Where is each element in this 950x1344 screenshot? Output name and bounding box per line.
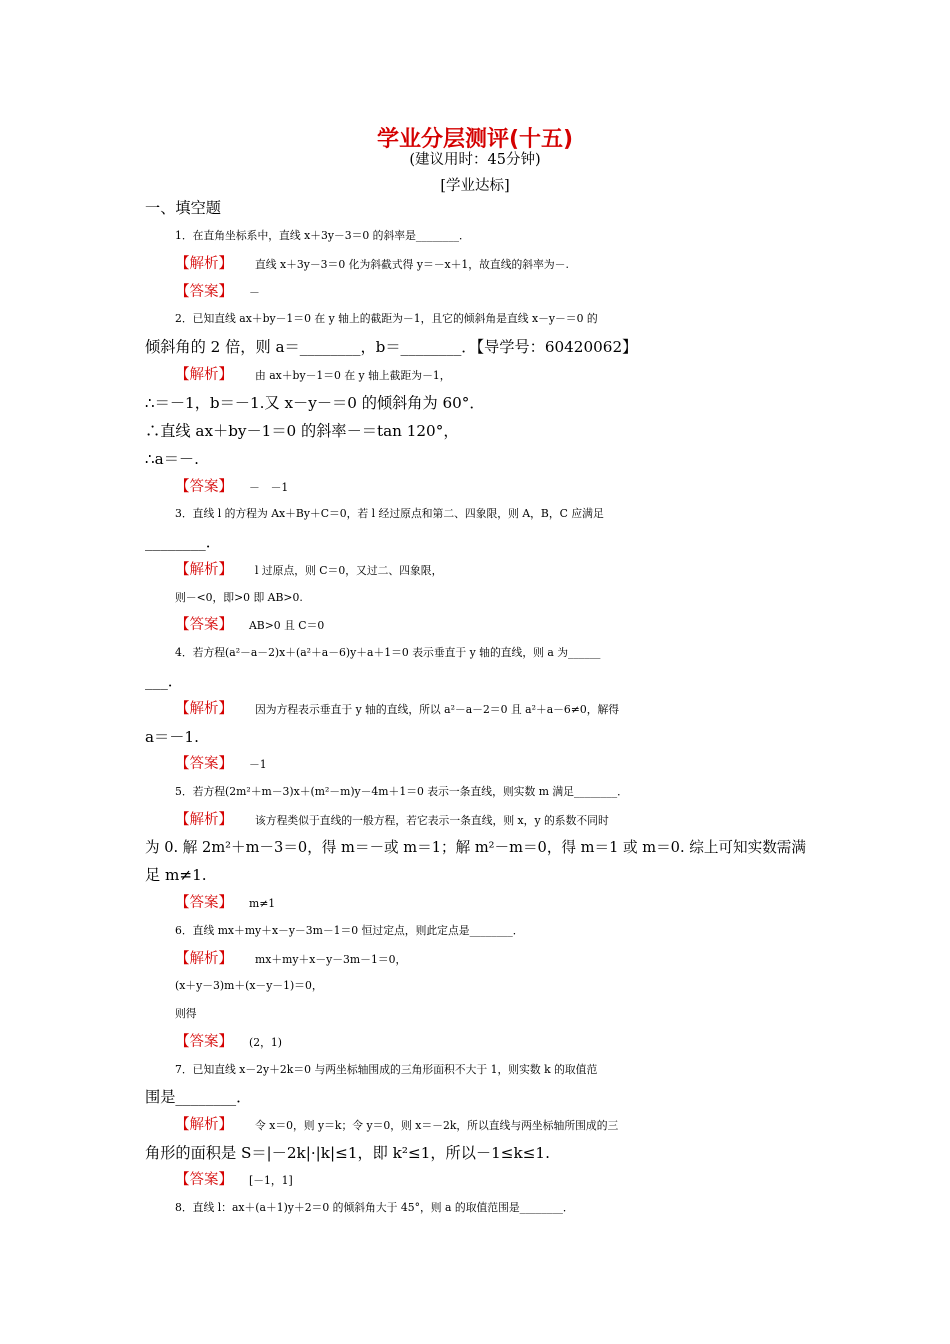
answer-tag: 【答案】 [175,756,233,772]
analysis-1: 【解析】 直线 x＋3y－3＝0 化为斜截式得 y＝－x＋1，故直线的斜率为－. [175,256,569,272]
question-7-line-1: 7．已知直线 x－2y＋2k＝0 与两坐标轴围成的三角形面积不大于 1，则实数 k 的取值范 [175,1063,598,1076]
answer-1: 【答案】 － [175,284,260,300]
analysis-tag: 【解析】 [175,256,233,272]
analysis-tag: 【解析】 [175,1117,233,1133]
question-4-line-1: 4．若方程(a²－a－2)x＋(a²＋a－6)y＋a＋1＝0 表示垂直于 y 轴的直线，则 a 为______ [175,646,601,659]
answer-7: 【答案】 [－1，1] [175,1172,293,1188]
answer-4: 【答案】 －1 [175,756,267,772]
analysis-2-line-4: ∴a＝－. [145,450,199,468]
analysis-2: 【解析】 由 ax＋by－1＝0 在 y 轴上截距为－1， [175,367,451,383]
analysis-tag: 【解析】 [175,812,233,828]
analysis-2-line-2: ∴＝－1，b＝－1.又 x－y－＝0 的倾斜角为 60°． [145,394,485,412]
analysis-4-line-2: a＝－1. [145,728,199,746]
question-5: 5．若方程(2m²＋m－3)x＋(m²－m)y－4m＋1＝0 表示一条直线，则实数 m 满足________． [175,785,628,798]
answer-tag: 【答案】 [175,1172,233,1188]
analysis-6-line-2: (x＋y－3)m＋(x－y－1)＝0， [175,979,323,992]
answer-3: 【答案】 AB>0 且 C＝0 [175,617,325,633]
answer-tag: 【答案】 [175,617,233,633]
question-1: 1．在直角坐标系中，直线 x＋3y－3＝0 的斜率是________． [175,229,470,242]
answer-tag: 【答案】 [175,895,233,911]
question-6: 6．直线 mx＋my＋x－y－3m－1＝0 恒过定点，则此定点是________． [175,924,524,937]
level-band: [学业达标] [440,178,510,194]
answer-tag: 【答案】 [175,284,233,300]
analysis-5-line-3: 足 m≠1. [145,866,207,884]
analysis-6: 【解析】 mx＋my＋x－y－3m－1＝0， [175,951,407,967]
question-8: 8．直线 l：ax＋(a＋1)y＋2＝0 的倾斜角大于 45°，则 a 的取值范围是________． [175,1201,574,1214]
answer-6: 【答案】 (2，1) [175,1034,282,1050]
page-title: 学业分层测评(十五) [376,127,574,152]
question-3-line-2: ________． [145,533,221,551]
analysis-tag: 【解析】 [175,701,233,717]
answer-5: 【答案】 m≠1 [175,895,276,911]
answer-tag: 【答案】 [175,1034,233,1050]
analysis-3-line-2: 则－<0，即>0 即 AB>0. [175,591,303,604]
question-4-line-2: ___． [145,672,183,690]
section-heading: 一、填空题 [145,199,221,217]
analysis-2-line-3: ∴直线 ax＋by－1＝0 的斜率－＝tan 120°， [145,422,459,440]
analysis-5-line-2: 为 0. 解 2m²＋m－3＝0，得 m＝－或 m＝1；解 m²－m＝0，得 m＝1 或 m＝0. 综上可知实数需满 [145,839,806,856]
analysis-4: 【解析】 因为方程表示垂直于 y 轴的直线，所以 a²－a－2＝0 且 a²＋a－6≠0，解得 [175,701,620,717]
analysis-7: 【解析】 令 x＝0，则 y＝k；令 y＝0，则 x＝－2k，所以直线与两坐标轴所围成的三 [175,1117,619,1133]
question-7-line-2: 围是________． [145,1088,252,1106]
analysis-tag: 【解析】 [175,951,233,967]
analysis-6-line-3: 则得 [175,1007,197,1020]
analysis-5: 【解析】 该方程类似于直线的一般方程，若它表示一条直线，则 x，y 的系数不同时 [175,812,609,828]
answer-tag: 【答案】 [175,479,233,495]
analysis-7-line-2: 角形的面积是 S＝|－2k|·|k|≤1，即 k²≤1，所以－1≤k≤1. [145,1144,550,1162]
analysis-tag: 【解析】 [175,367,233,383]
question-2-line-1: 2．已知直线 ax＋by－1＝0 在 y 轴上的截距为－1，且它的倾斜角是直线 x－y－＝0 的 [175,312,598,325]
suggested-time: (建议用时：45分钟) [409,152,541,168]
answer-2: 【答案】 － －1 [175,479,289,495]
question-3-line-1: 3．直线 l 的方程为 Ax＋By＋C＝0，若 l 经过原点和第二、四象限，则 A，B，C 应满足 [175,507,604,520]
analysis-tag: 【解析】 [175,562,233,578]
analysis-3: 【解析】 l 过原点，则 C＝0，又过二、四象限， [175,562,443,578]
question-2-line-2: 倾斜角的 2 倍，则 a＝________，b＝________．【导学号：60420062】 [145,338,638,356]
